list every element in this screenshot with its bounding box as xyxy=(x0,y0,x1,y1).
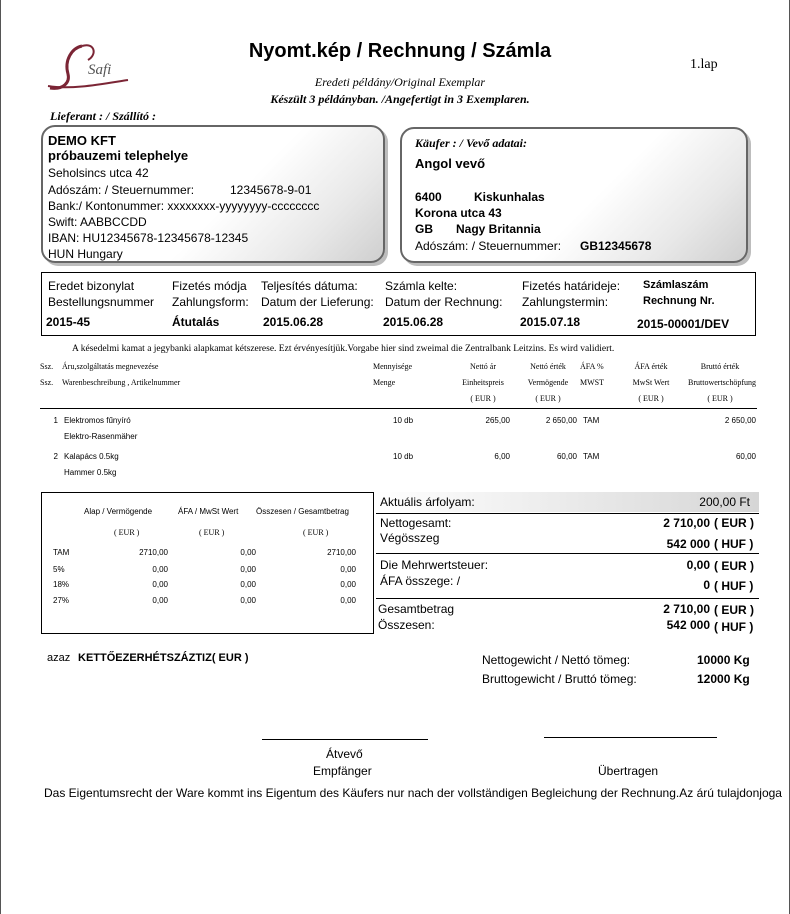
receiver-signature-line xyxy=(262,739,428,740)
vat-amount-huf: 0 xyxy=(703,578,710,592)
due-date-label: Fizetés határideje: xyxy=(522,279,621,293)
net-total-label: Nettogesamt: xyxy=(380,516,452,530)
item-price: 6,00 xyxy=(494,452,510,461)
item-qty: 10 db xyxy=(393,416,414,425)
copies-note: Készült 3 példányban. /Angefertigt in 3 Exemplaren. xyxy=(270,92,530,106)
net-total-currency: ( EUR ) xyxy=(714,516,754,530)
payment-method-value: Átutalás xyxy=(172,315,220,329)
vat-summary-row xyxy=(50,578,360,592)
buyer-name: Angol vevő xyxy=(415,156,486,171)
amount-in-words: KETTŐEZERHÉTSZÁZTIZ( EUR ) xyxy=(78,652,249,664)
vat-sum-total: 2710,00 xyxy=(327,548,356,557)
due-date-label-de: Zahlungstermin: xyxy=(522,295,609,309)
item-qty: 10 db xyxy=(393,452,414,461)
invoice-date-value: 2015.06.28 xyxy=(383,315,444,329)
gross-total-label: Gesamtbetrag xyxy=(378,602,455,616)
supplier-iban: IBAN: HU12345678-12345678-12345 xyxy=(48,231,249,245)
table-row xyxy=(40,450,757,484)
order-no-label-de: Bestellungsnummer xyxy=(48,295,155,309)
col-gross-unit: ( EUR ) xyxy=(707,394,733,403)
supplier-site: próbauzemi telephelye xyxy=(48,148,189,163)
logo-text: Safi xyxy=(88,62,112,78)
gross-total-label-hu: Összesen: xyxy=(378,618,435,632)
original-copy-note: Eredeti példány/Original Exemplar xyxy=(314,75,486,89)
exchange-rate-label: Aktuális árfolyam: xyxy=(380,495,475,509)
vat-sum-base: 0,00 xyxy=(152,565,168,574)
totals-rule-3 xyxy=(376,598,759,599)
vat-sum-unit-total: ( EUR ) xyxy=(303,528,329,537)
delivery-date-value: 2015.06.28 xyxy=(263,315,324,329)
vat-sum-vat: 0,00 xyxy=(240,596,256,605)
supplier-country: HUN Hungary xyxy=(48,247,123,261)
invoice-no-label: Számlaszám xyxy=(643,279,709,291)
col-net-de: Vermögende xyxy=(527,378,569,387)
vat-sum-unit-base: ( EUR ) xyxy=(114,528,140,537)
item-no: 1 xyxy=(53,416,58,425)
vat-sum-vat: 0,00 xyxy=(240,565,256,574)
vat-summary-row xyxy=(50,546,360,560)
col-gross-hu: Bruttó érték xyxy=(700,362,740,371)
vat-sum-base: 0,00 xyxy=(152,580,168,589)
vat-sum-vat: 0,00 xyxy=(240,548,256,557)
page-number: 1.lap xyxy=(690,57,718,72)
buyer-city: Kiskunhalas xyxy=(474,190,545,204)
supplier-name: DEMO KFT xyxy=(48,133,116,148)
buyer-country: Nagy Britannia xyxy=(456,222,541,236)
ownership-footer-note: Das Eigentumsrecht der Ware kommt ins Eigentum des Käufers nur nach der vollständigen Begleichung der Rechnung.Az árú tulajdonjoga xyxy=(44,786,782,800)
net-weight-label: Nettogewicht / Nettó tömeg: xyxy=(482,653,631,667)
vat-sum-label: 27% xyxy=(53,596,70,605)
col-no-de: Ssz. xyxy=(40,378,54,387)
supplier-tax-number: 12345678-9-01 xyxy=(230,183,312,197)
item-name: Kalapács 0.5kg xyxy=(64,452,119,461)
gross-weight-label: Bruttogewicht / Bruttó tömeg: xyxy=(482,672,637,686)
delivery-date-label-de: Datum der Lieferung: xyxy=(261,295,374,309)
item-name: Elektromos fűnyíró xyxy=(64,416,131,425)
vat-summary-row xyxy=(50,594,360,608)
supplier-swift: Swift: AABBCCDD xyxy=(48,215,147,229)
invoice-no-label-de: Rechnung Nr. xyxy=(643,295,715,307)
payment-method-label-de: Zahlungsform: xyxy=(172,295,249,309)
totals-rule-2 xyxy=(376,553,759,554)
vat-sum-total: 0,00 xyxy=(340,596,356,605)
payment-method-label: Fizetés módja xyxy=(172,279,247,293)
vat-sum-total: 0,00 xyxy=(340,565,356,574)
buyer-label: Käufer : / Vevő adatai: xyxy=(415,136,527,150)
vat-sum-vat: 0,00 xyxy=(240,580,256,589)
col-price-hu: Nettó ár xyxy=(470,362,496,371)
gross-total-currency-eur: ( EUR ) xyxy=(714,603,754,617)
item-net: 60,00 xyxy=(556,452,577,461)
vat-amount-eur: 0,00 xyxy=(686,558,710,572)
item-no: 2 xyxy=(53,452,58,461)
col-desc-hu: Áru,szolgáltatás megnevezése xyxy=(62,362,159,371)
vat-sum-base: 0,00 xyxy=(152,596,168,605)
item-name-de: Elektro-Rasenmäher xyxy=(64,432,138,441)
col-vat-value-unit: ( EUR ) xyxy=(638,394,664,403)
gross-weight-value: 12000 Kg xyxy=(697,672,750,686)
gross-total-currency-huf: ( HUF ) xyxy=(714,620,754,634)
company-logo xyxy=(42,40,134,98)
buyer-tax-label: Adószám: / Steuernummer: xyxy=(415,239,562,253)
vat-sum-header-total: Összesen / Gesamtbetrag xyxy=(256,507,349,516)
item-gross: 2 650,00 xyxy=(724,416,756,425)
delivery-date-label: Teljesítés dátuma: xyxy=(261,279,358,293)
vat-sum-total: 0,00 xyxy=(340,580,356,589)
col-vat-rate-hu: ÁFA % xyxy=(580,362,604,371)
gross-total-eur: 2 710,00 xyxy=(663,602,710,616)
supplier-bank: Bank:/ Kontonummer: xxxxxxxx-yyyyyyyy-cccccccc xyxy=(48,199,320,213)
supplier-tax-label: Adószám: / Steuernummer: xyxy=(48,183,195,197)
col-vat-rate-de: MWST xyxy=(580,378,604,387)
order-no-label: Eredet bizonylat xyxy=(48,279,135,293)
net-weight-value: 10000 Kg xyxy=(697,653,750,667)
buyer-zip: 6400 xyxy=(415,190,442,204)
col-net-hu: Nettó érték xyxy=(530,362,566,371)
amount-words-prefix: azaz xyxy=(47,652,71,664)
col-no-hu: Ssz. xyxy=(40,362,54,371)
item-name-de: Hammer 0.5kg xyxy=(64,468,117,477)
vat-sum-header-base: Alap / Vermögende xyxy=(84,507,153,516)
order-no-value: 2015-45 xyxy=(46,315,91,329)
invoice-date-label: Számla kelte: xyxy=(385,279,458,293)
receiver-label: Átvevő xyxy=(326,747,363,761)
invoice-title: Nyomt.kép / Rechnung / Számla xyxy=(248,40,552,62)
exchange-rate-value: 200,00 Ft xyxy=(699,495,750,509)
vat-sum-label: TAM xyxy=(53,548,70,557)
vat-amount-label: Die Mehrwertsteuer: xyxy=(380,558,489,572)
buyer-country-code: GB xyxy=(415,222,433,236)
item-gross: 60,00 xyxy=(735,452,756,461)
item-vat: TAM xyxy=(583,416,600,425)
final-total-currency: ( HUF ) xyxy=(714,537,754,551)
vat-sum-header-vat: ÁFA / MwSt Wert xyxy=(178,507,239,516)
col-qty-hu: Mennyisége xyxy=(373,362,413,371)
invoice-no-value: 2015-00001/DEV xyxy=(637,317,730,331)
item-price: 265,00 xyxy=(485,416,510,425)
page-left-border xyxy=(0,0,1,914)
item-vat: TAM xyxy=(583,452,600,461)
gross-total-huf: 542 000 xyxy=(666,618,710,632)
col-desc-de: Warenbeschreibung , Artikelnummer xyxy=(62,378,181,387)
vat-summary-row xyxy=(50,563,360,577)
vat-sum-label: 18% xyxy=(53,580,70,589)
col-vat-value-de: MwSt Wert xyxy=(632,378,670,387)
col-net-unit: ( EUR ) xyxy=(535,394,561,403)
invoice-date-label-de: Datum der Rechnung: xyxy=(385,295,503,309)
col-gross-de: Bruttowertschöpfung xyxy=(688,378,756,387)
col-vat-value-hu: ÁFA érték xyxy=(634,362,668,371)
buyer-tax-number: GB12345678 xyxy=(580,239,652,253)
col-price-unit: ( EUR ) xyxy=(470,394,496,403)
vat-amount-currency-eur: ( EUR ) xyxy=(714,559,754,573)
due-date-value: 2015.07.18 xyxy=(520,315,581,329)
items-header-rule xyxy=(40,408,757,409)
item-net: 2 650,00 xyxy=(545,416,577,425)
buyer-street: Korona utca 43 xyxy=(415,206,502,220)
vat-sum-base: 2710,00 xyxy=(139,548,168,557)
vat-sum-unit-vat: ( EUR ) xyxy=(199,528,225,537)
col-price-de: Einheitspreis xyxy=(462,378,504,387)
net-total-eur: 2 710,00 xyxy=(663,516,710,530)
final-total-huf: 542 000 xyxy=(666,537,710,551)
final-total-label: Végösszeg xyxy=(380,531,440,545)
totals-rule-1 xyxy=(376,513,759,514)
table-row xyxy=(40,414,757,448)
col-qty-de: Menge xyxy=(373,378,396,387)
vat-amount-currency-huf: ( HUF ) xyxy=(714,579,754,593)
supplier-label: Lieferant : / Szállító : xyxy=(50,109,156,123)
vat-sum-label: 5% xyxy=(53,565,65,574)
vat-amount-label-hu: ÁFA összege: / xyxy=(380,574,461,588)
supplier-street: Seholsincs utca 42 xyxy=(48,166,149,180)
handover-signature-line xyxy=(544,737,717,738)
receiver-label-de: Empfänger xyxy=(313,764,372,778)
late-interest-note: A késedelmi kamat a jegybanki alapkamat kétszerese. Ezt érvényesítjük.Vorgabe hier sind zweimal die Zentralbank Leitzins. Es wird validiert. xyxy=(72,344,615,354)
handover-label: Übertragen xyxy=(598,764,659,778)
